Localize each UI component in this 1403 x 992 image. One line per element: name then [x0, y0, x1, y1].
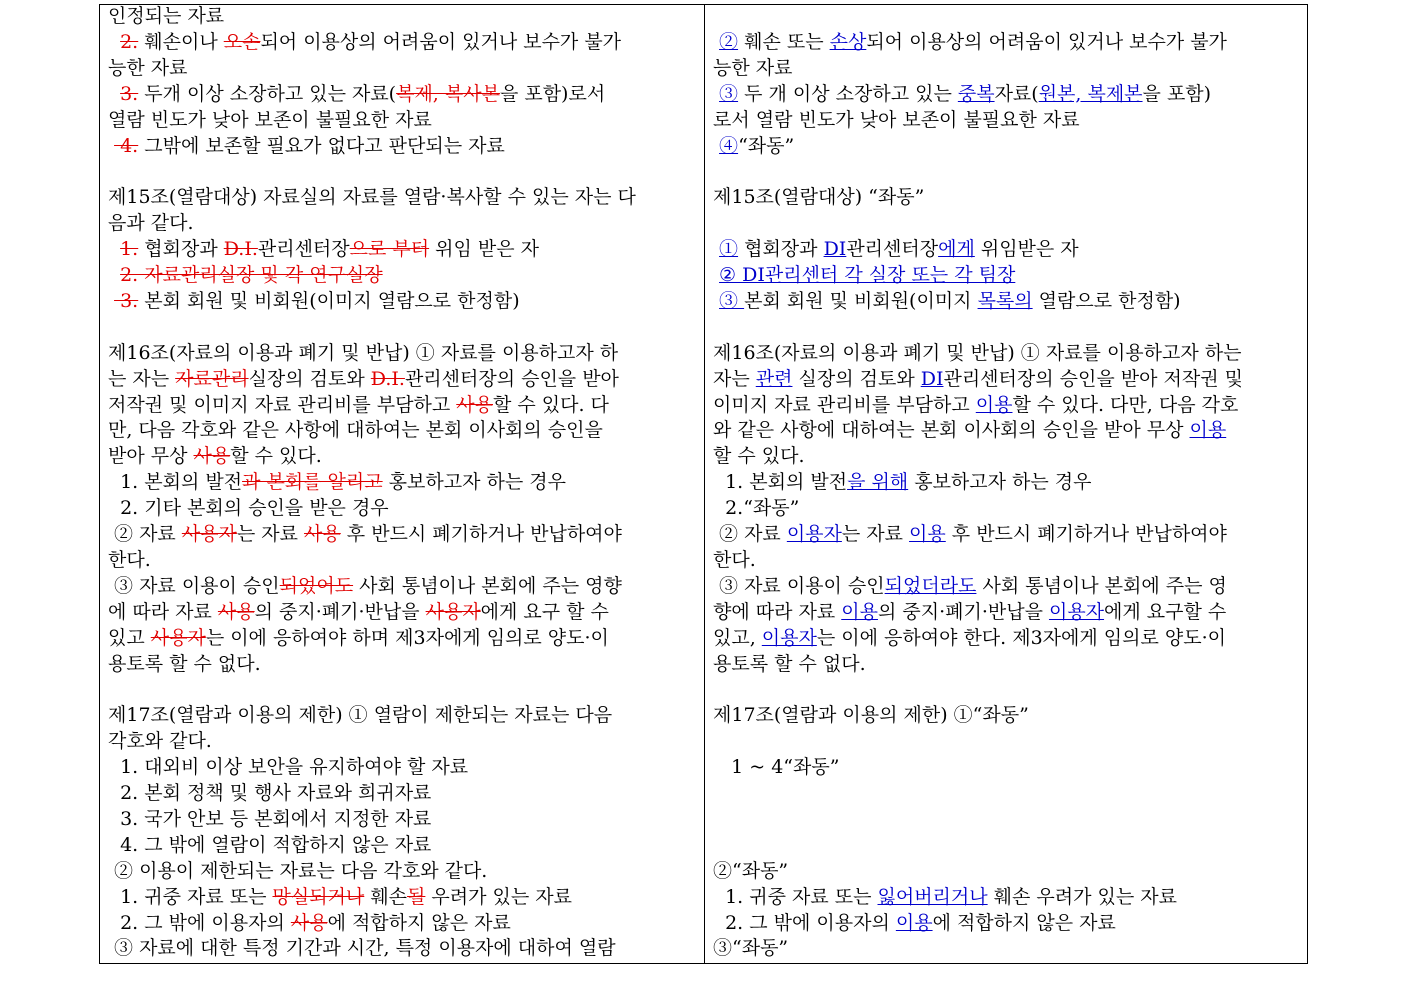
text-segment: 할 수 있다.	[230, 445, 322, 468]
text-segment: 두개 이상 소장하고 있는 자료(	[138, 82, 397, 105]
deleted-text: 되었어도	[279, 574, 354, 597]
text-line	[713, 573, 1299, 599]
text-segment: 1. 대외비 이상 보안을 유지하여야 할 자료	[108, 756, 469, 779]
text-line	[108, 417, 696, 443]
text-line	[713, 81, 1299, 107]
text-line	[713, 495, 1299, 521]
text-segment: 두 개 이상 소장하고 있는	[738, 82, 958, 105]
text-segment: 음과 같다.	[108, 212, 194, 235]
text-line	[713, 858, 1299, 884]
text-segment: 되어 이용상의 어려움이 있거나 보수가 불가	[866, 30, 1227, 53]
text-segment: 후 반드시 폐기하거나 반납하여야	[340, 523, 622, 545]
text-line	[108, 651, 696, 677]
text-segment: ③ 자료 이용이 승인	[108, 574, 280, 597]
inserted-text: 목록의	[977, 289, 1033, 312]
table-column-current	[100, 5, 705, 963]
text-segment: 그밖에 보존할 필요가 없다고 판단되는 자료	[138, 134, 505, 157]
inserted-text: ③	[719, 82, 739, 105]
text-line	[713, 702, 1299, 728]
text-line	[713, 340, 1299, 366]
text-segment: 한다.	[108, 548, 151, 571]
text-segment: 제16조(자료의 이용과 폐기 및 반납) ① 자료를 이용하고자 하	[108, 341, 619, 364]
deleted-text: 사용자	[181, 523, 237, 545]
text-segment: 만, 다음 각호와 같은 사항에 대하여는 본회 이사회의 승인을	[108, 419, 603, 442]
text-line	[713, 55, 1299, 81]
text-segment: 할 수 있다. 다만, 다음 각호	[1012, 393, 1239, 416]
inserted-text: DI	[823, 238, 847, 261]
text-line	[108, 702, 696, 728]
text-line	[713, 910, 1299, 936]
text-line	[713, 521, 1299, 547]
inserted-text: 이용자	[761, 626, 817, 649]
text-line	[108, 935, 696, 961]
deleted-text: 1.	[120, 238, 139, 261]
text-segment: 2. 본회 정책 및 행사 자료와 희귀자료	[108, 782, 432, 804]
text-segment	[108, 238, 120, 260]
deleted-text: 사용	[217, 600, 255, 623]
text-segment: 우려가 있는 자료	[425, 885, 572, 908]
text-line	[108, 573, 696, 599]
inserted-text: 관련	[755, 367, 793, 390]
text-segment: 에 따라 자료	[108, 600, 218, 623]
inserted-text: 이용자	[1048, 600, 1105, 623]
inserted-text: 원본, 복제본	[1038, 82, 1143, 105]
text-line	[108, 728, 696, 754]
text-segment: 훼손이나	[138, 30, 224, 53]
text-segment: 에게 요구 할 수	[480, 600, 609, 623]
text-segment: 관리센터장의 승인을 받아 저작권 및	[943, 367, 1243, 390]
text-segment: 훼손 또는	[738, 30, 830, 53]
inserted-text: ③	[719, 289, 745, 312]
text-segment: 1 ~ 4“좌동”	[713, 756, 840, 779]
text-line	[713, 288, 1299, 314]
inserted-text: 잃어버리거나	[877, 885, 988, 908]
text-segment: 능한 자료	[713, 56, 793, 79]
deleted-text: 사용	[456, 393, 493, 416]
deleted-text: 사용	[304, 523, 341, 545]
deleted-text: 사용자	[425, 600, 481, 623]
text-segment	[108, 264, 120, 286]
text-line	[108, 133, 696, 159]
text-segment: 열람으로 한정함)	[1032, 289, 1181, 312]
text-segment: 2. 그 밖에 이용자의	[713, 911, 896, 934]
text-segment: 협회장과	[738, 238, 824, 261]
text-segment: 의 중지·폐기·반납을	[877, 600, 1049, 623]
text-segment: 는 이에 응하여야 하며 제3자에게 임의로 양도·이	[205, 626, 609, 649]
deleted-text: 사용	[193, 445, 231, 468]
text-segment: ②“좌동”	[713, 859, 789, 882]
text-line	[713, 547, 1299, 573]
text-line	[713, 599, 1299, 625]
text-segment: 저작권 및 이미지 자료 관리비를 부담하고	[108, 393, 457, 416]
text-segment: 향에 따라 자료	[713, 600, 842, 623]
inserted-text: ④	[719, 134, 739, 157]
text-segment: 받아 무상	[108, 445, 194, 468]
text-segment: 1. 귀중 자료 또는	[108, 885, 273, 908]
deleted-text: 으로 부터	[349, 238, 430, 261]
text-segment: 1. 귀중 자료 또는	[713, 885, 878, 908]
inserted-text: 이용자	[786, 523, 842, 545]
text-line	[713, 392, 1299, 418]
text-line	[713, 417, 1299, 443]
text-segment: 자료(	[994, 82, 1039, 105]
text-segment: 본회 회원 및 비회원(이미지	[744, 289, 978, 312]
text-line	[713, 935, 1299, 961]
text-line	[713, 651, 1299, 677]
text-segment: 제15조(열람대상) 자료실의 자료를 열람·복사할 수 있는 자는 다	[108, 186, 636, 209]
deleted-text: 될	[407, 885, 426, 908]
text-segment	[108, 83, 120, 105]
text-line	[108, 340, 696, 366]
text-segment: 능한 자료	[108, 56, 188, 79]
text-segment: 제15조(열람대상) “좌동”	[713, 186, 925, 209]
text-segment: 사회 통념이나 본회에 주는 영향	[353, 574, 622, 597]
text-line	[108, 547, 696, 573]
text-segment: ② 이용이 제한되는 자료는 다음 각호와 같다.	[108, 859, 488, 882]
text-line	[108, 366, 696, 392]
text-line	[108, 910, 696, 936]
text-line	[108, 236, 696, 262]
text-segment: 용토록 할 수 없다.	[713, 652, 866, 675]
text-line	[108, 29, 696, 55]
text-segment: 관리센터장	[257, 238, 350, 261]
text-segment: ② 자료	[713, 523, 787, 545]
text-line	[108, 625, 696, 651]
inserted-text: 이용	[1189, 419, 1227, 442]
text-segment: 협회장과	[138, 238, 224, 261]
text-segment: 2.“좌동”	[713, 497, 800, 520]
text-segment: 있고	[108, 626, 151, 649]
text-segment: “좌동”	[738, 134, 795, 157]
text-line	[108, 832, 696, 858]
text-segment: 는 자료	[236, 523, 305, 545]
text-line	[108, 806, 696, 832]
comparison-table	[99, 4, 1308, 964]
text-segment: 3. 국가 안보 등 본회에서 지정한 자료	[108, 807, 432, 830]
deleted-text: 2.	[120, 30, 139, 53]
text-line	[108, 443, 696, 469]
text-line	[108, 495, 696, 521]
text-segment: 한다.	[713, 548, 756, 571]
inserted-text: ①	[719, 238, 739, 261]
text-segment: 본회 회원 및 비회원(이미지 열람으로 한정함)	[138, 289, 520, 312]
text-line	[108, 884, 696, 910]
text-line	[713, 107, 1299, 133]
deleted-text: 사용	[290, 911, 328, 934]
text-segment: 훼손 우려가 있는 자료	[987, 885, 1177, 908]
text-line	[108, 521, 696, 547]
inserted-text: 이용	[975, 393, 1013, 416]
text-segment: 제17조(열람과 이용의 제한) ①“좌동”	[713, 704, 1029, 727]
text-segment: 있고,	[713, 626, 762, 649]
text-line	[713, 443, 1299, 469]
text-segment: 1. 본회의 발전	[713, 471, 848, 494]
deleted-text: 자료관리	[175, 367, 249, 390]
text-segment: 는 이에 응하여야 한다. 제3자에게 임의로 양도·이	[816, 626, 1226, 649]
text-segment: 훼손	[364, 885, 408, 908]
text-line	[108, 780, 696, 806]
text-segment: 에게 요구할 수	[1104, 600, 1227, 623]
deleted-text: D.I.	[370, 367, 405, 390]
text-segment: 2. 그 밖에 이용자의	[108, 911, 291, 934]
deleted-text: 망실되거나	[272, 885, 365, 908]
text-segment: 에 적합하지 않은 자료	[327, 911, 511, 934]
text-segment: 는 자료	[841, 523, 910, 545]
text-line	[713, 133, 1299, 159]
text-segment: 홍보하고자 하는 경우	[908, 471, 1092, 494]
deleted-text: 3.	[120, 82, 139, 105]
text-line	[713, 366, 1299, 392]
text-segment: 실장의 검토와	[248, 367, 371, 390]
text-line	[713, 469, 1299, 495]
text-line	[713, 262, 1299, 288]
text-line	[108, 288, 696, 314]
text-segment: ③ 자료에 대한 특정 기간과 시간, 특정 이용자에 대하여 열람	[108, 937, 616, 960]
text-line	[713, 884, 1299, 910]
text-line	[108, 392, 696, 418]
text-line	[713, 754, 1299, 780]
inserted-text: 을 위해	[847, 471, 909, 494]
text-line	[108, 184, 696, 210]
text-segment: 인정되는 자료	[108, 5, 225, 27]
inserted-text: 손상	[829, 30, 867, 53]
text-segment: 와 같은 사항에 대하여는 본회 이사회의 승인을 받아 무상	[713, 419, 1190, 442]
text-segment: 홍보하고자 하는 경우	[382, 471, 566, 494]
text-line	[108, 107, 696, 133]
text-segment: 에 적합하지 않은 자료	[932, 911, 1116, 934]
deleted-text: 복제, 복사본	[396, 82, 500, 105]
text-segment: 관리센터장의 승인을 받아	[404, 367, 619, 390]
text-segment: 4. 그 밖에 열람이 적합하지 않은 자료	[108, 833, 432, 856]
text-segment: 관리센터장	[846, 238, 939, 261]
text-segment	[108, 31, 120, 53]
text-line	[713, 625, 1299, 651]
text-segment: 각호와 같다.	[108, 730, 212, 753]
text-segment: 자는	[713, 367, 756, 390]
text-segment: 이미지 자료 관리비를 부담하고	[713, 393, 976, 416]
text-segment: 열람 빈도가 낮아 보존이 불필요한 자료	[108, 108, 432, 131]
text-segment: 는 자는	[108, 367, 176, 390]
text-line	[108, 210, 696, 236]
text-segment: 을 포함)	[1142, 82, 1212, 105]
text-segment: 로서 열람 빈도가 낮아 보존이 불필요한 자료	[713, 108, 1080, 131]
text-segment: 위임받은 자	[974, 238, 1079, 261]
inserted-text: 중복	[957, 82, 995, 105]
text-line	[108, 469, 696, 495]
inserted-text: 이용	[895, 911, 933, 934]
text-line	[713, 29, 1299, 55]
inserted-text: 이용	[841, 600, 878, 623]
text-line	[713, 236, 1299, 262]
text-segment: 위임 받은 자	[429, 238, 540, 261]
inserted-text: ② DI관리센터 각 실장 또는 각 팀장	[719, 264, 1016, 286]
table-column-revised	[705, 5, 1307, 963]
text-segment: 을 포함)로서	[499, 82, 606, 105]
text-line	[108, 81, 696, 107]
deleted-text: 3.	[114, 289, 139, 312]
inserted-text: 되었더라도	[884, 574, 977, 597]
deleted-text: 오손	[223, 30, 261, 53]
inserted-text: 에게	[938, 238, 975, 261]
deleted-text: 과 본회를 알리고	[242, 471, 383, 494]
text-segment: 할 수 있다. 다	[492, 393, 609, 416]
text-segment: 사회 통념이나 본회에 주는 영	[976, 574, 1227, 597]
deleted-text: D.I.	[223, 238, 258, 261]
text-segment: 의 중지·폐기·반납을	[254, 600, 426, 623]
text-segment: 후 반드시 폐기하거나 반납하여야	[945, 523, 1227, 545]
text-segment: ③ 자료 이용이 승인	[713, 574, 885, 597]
text-segment: 용토록 할 수 없다.	[108, 652, 261, 675]
text-segment: 되어 이용상의 어려움이 있거나 보수가 불가	[260, 30, 622, 53]
text-segment: 실장의 검토와	[792, 367, 921, 390]
inserted-text: ②	[719, 30, 739, 53]
inserted-text: DI	[920, 367, 944, 390]
text-segment: 할 수 있다.	[713, 445, 805, 468]
deleted-text: 4.	[114, 134, 139, 157]
text-segment: 2. 기타 본회의 승인을 받은 경우	[108, 497, 389, 520]
text-line	[713, 184, 1299, 210]
text-line	[108, 754, 696, 780]
text-segment: 1. 본회의 발전	[108, 471, 243, 494]
deleted-text: 2. 자료관리실장 및 각 연구실장	[120, 264, 383, 286]
inserted-text: 이용	[909, 523, 946, 545]
text-segment: 제17조(열람과 이용의 제한) ① 열람이 제한되는 자료는 다음	[108, 704, 613, 727]
text-line	[108, 5, 696, 29]
text-line	[108, 599, 696, 625]
text-segment: ③“좌동”	[713, 937, 789, 960]
text-line	[108, 55, 696, 81]
text-line	[108, 858, 696, 884]
text-segment: 제16조(자료의 이용과 폐기 및 반납) ① 자료를 이용하고자 하는	[713, 341, 1242, 364]
text-line	[108, 262, 696, 288]
text-segment: ② 자료	[108, 523, 182, 545]
deleted-text: 사용자	[150, 626, 206, 649]
